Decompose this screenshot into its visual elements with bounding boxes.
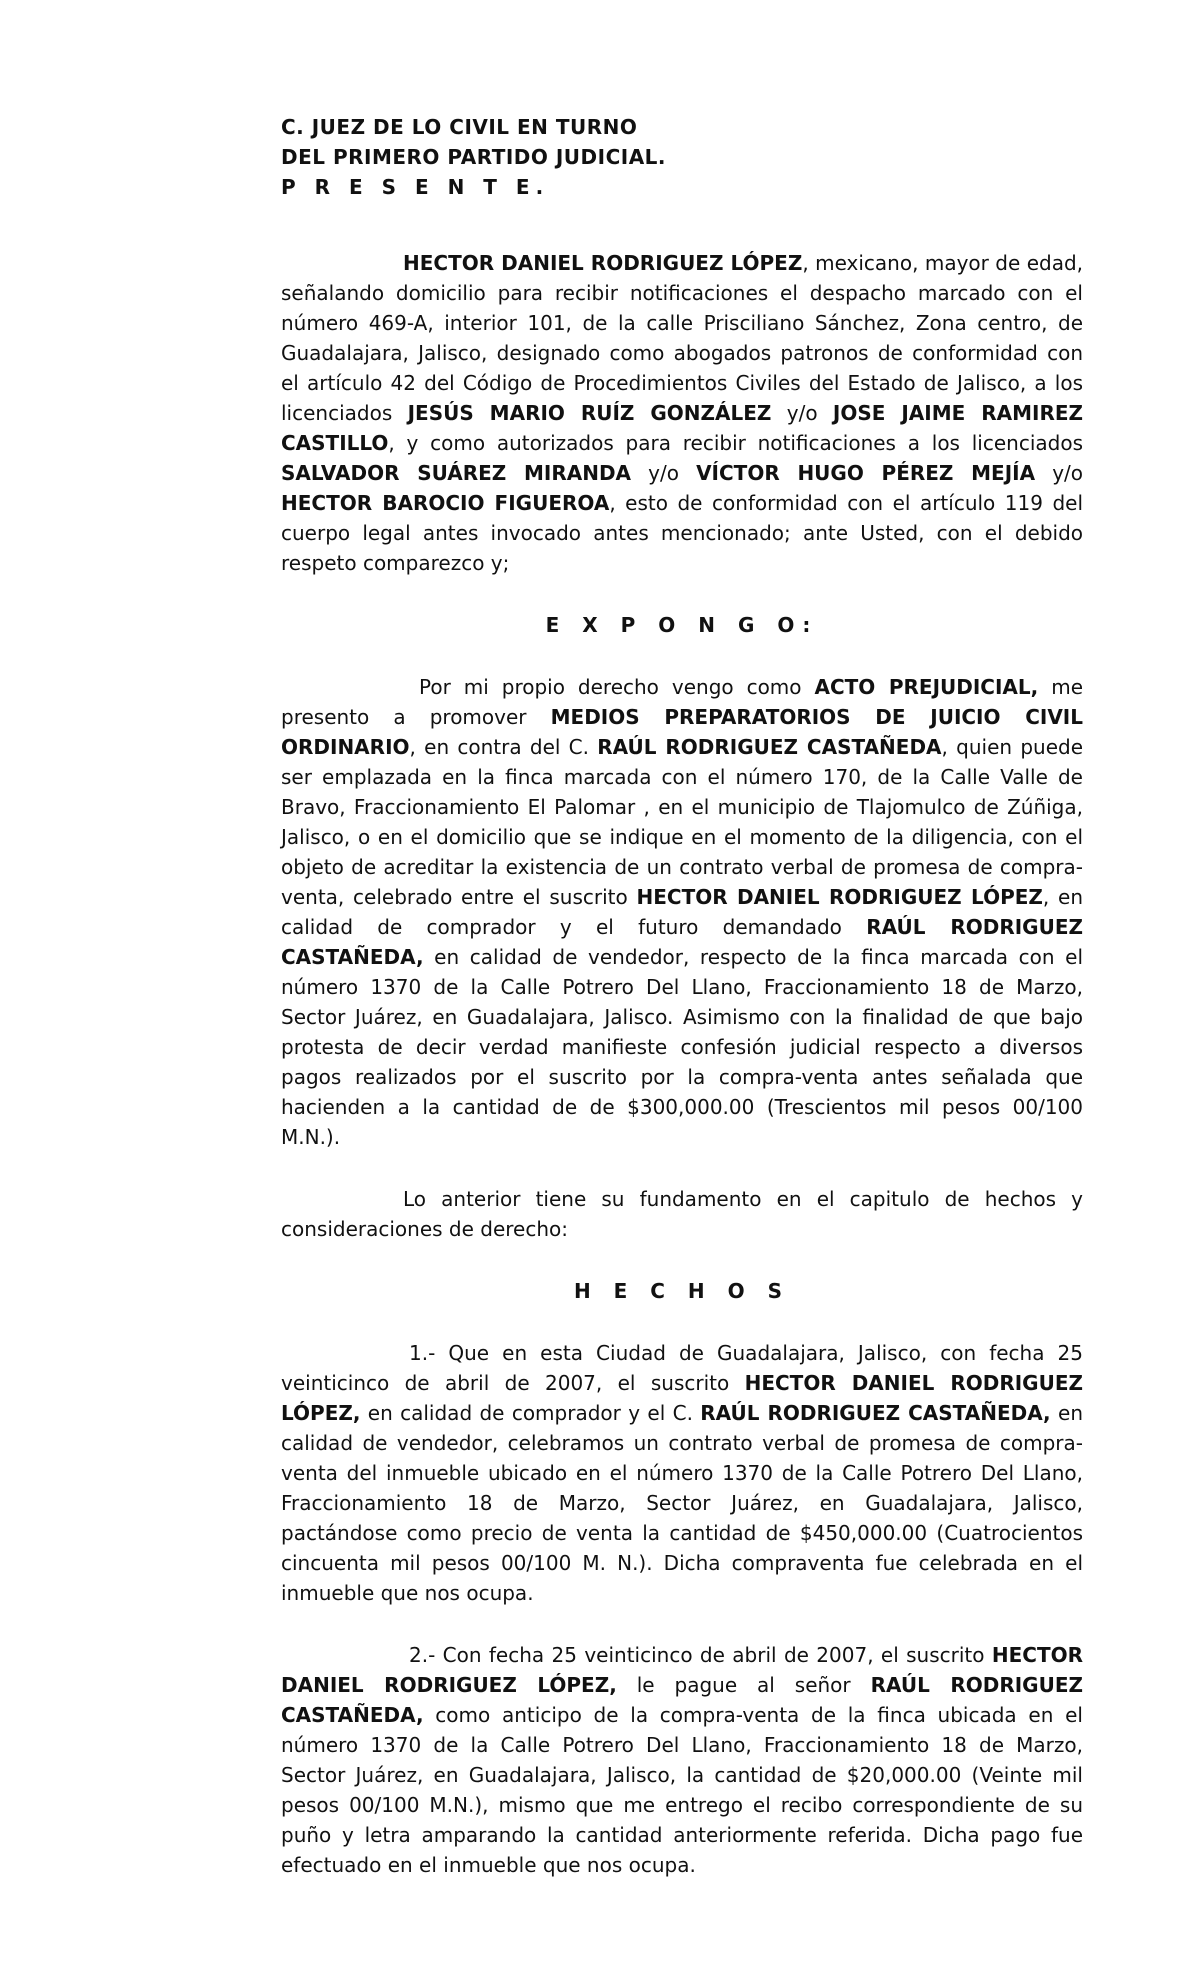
expongo-heading: E X P O N G O: <box>545 613 819 637</box>
promovente-name: HECTOR DANIEL RODRIGUEZ LÓPEZ <box>403 251 803 275</box>
addressee-block <box>281 112 1083 202</box>
autorizado-3: HECTOR BAROCIO FIGUEROA <box>281 491 610 515</box>
addressee-line-3: P R E S E N T E. <box>281 175 550 199</box>
addressee-line-1: C. JUEZ DE LO CIVIL EN TURNO <box>281 115 638 139</box>
abogado-1: JESÚS MARIO RUÍZ GONZÁLEZ <box>407 401 772 425</box>
fundamento-paragraph: Lo anterior tiene su fundamento en el capitulo de hechos y consideraciones de derecho: <box>281 1187 1083 1241</box>
hecho-1-paragraph: 1.- Que en esta Ciudad de Guadalajara, Jalisco, con fecha 25 veinticinco de abril de 2007, el suscrito HECTOR DANIEL RODRIGUEZ LÓPEZ, en calidad de comprador y el C. RAÚL RODRIGUEZ CASTAÑEDA, en calidad de vendedor, celebramos un contrato verbal de promesa de compra-venta del inmueble ubicado en el número 1370 de la Calle Potrero Del Llano, Fraccionamiento 18 de Marzo, Sector Juárez, en Guadalajara, Jalisco, pactándose como precio de venta la cantidad de $450,000.00 (Cuatrocientos cincuenta mil pesos 00/100 M. N.). Dicha compraventa fue celebrada en el inmueble que nos ocupa. <box>281 1341 1083 1605</box>
addressee-line-2: DEL PRIMERO PARTIDO JUDICIAL. <box>281 145 667 169</box>
intro-paragraph: HECTOR DANIEL RODRIGUEZ LÓPEZ, mexicano, mayor de edad, señalando domicilio para recibir notificaciones el despacho marcado con el número 469-A, interior 101, de la calle Prisciliano Sánchez, Zona centro, de Guadalajara, Jalisco, designado como abogados patronos de conformidad con el artículo 42 del Código de Procedimientos Civiles del Estado de Jalisco, a los licenciados JESÚS MARIO RUÍZ GONZÁLEZ y/o JOSE JAIME RAMIREZ CASTILLO, y como autorizados para recibir notificaciones a los licenciados SALVADOR SUÁREZ MIRANDA y/o VÍCTOR HUGO PÉREZ MEJÍA y/o HECTOR BAROCIO FIGUEROA, esto de conformidad con el artículo 119 del cuerpo legal antes invocado antes mencionado; ante Usted, con el debido respeto comparezco y; <box>281 251 1084 575</box>
document-page <box>281 112 1083 1880</box>
hecho-2-paragraph: 2.- Con fecha 25 veinticinco de abril de 2007, el suscrito HECTOR DANIEL RODRIGUEZ LÓPEZ, le pague al señor RAÚL RODRIGUEZ CASTAÑEDA, como anticipo de la compra-venta de la finca ubicada en el número 1370 de la Calle Potrero Del Llano, Fraccionamiento 18 de Marzo, Sector Juárez, en Guadalajara, Jalisco, la cantidad de $20,000.00 (Veinte mil pesos 00/100 M.N.), mismo que me entrego el recibo correspondiente de su puño y letra amparando la cantidad anteriormente referida. Dicha pago fue efectuado en el inmueble que nos ocupa. <box>281 1643 1083 1877</box>
abogado-2: JOSE JAIME RAMIREZ CASTILLO <box>281 401 1084 455</box>
expongo-paragraph: Por mi propio derecho vengo como ACTO PREJUDICIAL, me presento a promover MEDIOS PREPARATORIOS DE JUICIO CIVIL ORDINARIO, en contra del C. RAÚL RODRIGUEZ CASTAÑEDA, quien puede ser emplazada en la finca marcada con el número 170, de la Calle Valle de Bravo, Fraccionamiento El Palomar , en el municipio de Tlajomulco de Zúñiga, Jalisco, o en el domicilio que se indique en el momento de la diligencia, con el objeto de acreditar la existencia de un contrato verbal de promesa de compra-venta, celebrado entre el suscrito HECTOR DANIEL RODRIGUEZ LÓPEZ, en calidad de comprador y el futuro demandado RAÚL RODRIGUEZ CASTAÑEDA, en calidad de vendedor, respecto de la finca marcada con el número 1370 de la Calle Potrero Del Llano, Fraccionamiento 18 de Marzo, Sector Juárez, en Guadalajara, Jalisco. Asimismo con la finalidad de que bajo protesta de decir verdad manifieste confesión judicial respecto a diversos pagos realizados por el suscrito por la compra-venta antes señalada que hacienden a la cantidad de de $300,000.00 (Trescientos mil pesos 00/100 M.N.). <box>281 675 1084 1149</box>
autorizado-2: VÍCTOR HUGO PÉREZ MEJÍA <box>696 461 1036 485</box>
autorizado-1: SALVADOR SUÁREZ MIRANDA <box>281 461 632 485</box>
hechos-heading: H E C H O S <box>573 1279 791 1303</box>
